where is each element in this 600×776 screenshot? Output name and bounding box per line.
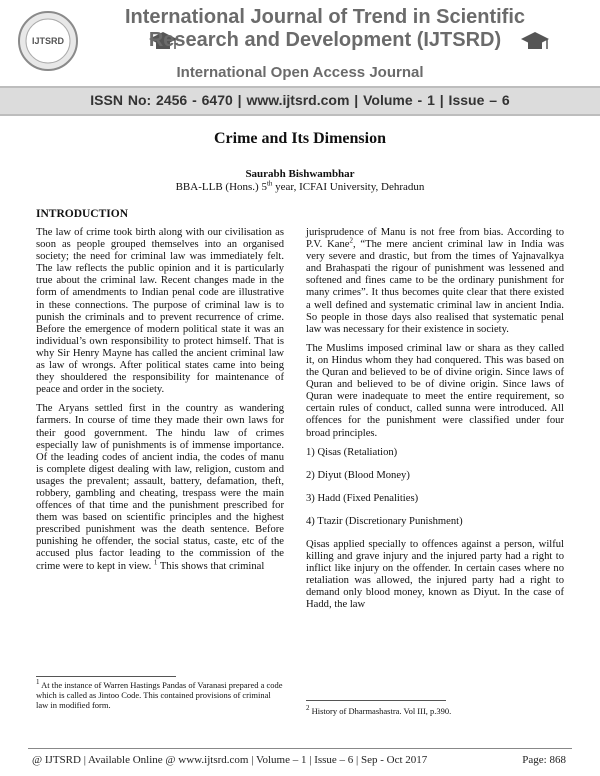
paragraph xyxy=(36,403,284,572)
right-column xyxy=(306,227,564,619)
footnote-divider xyxy=(36,676,176,677)
footer-citation: @ IJTSRD | Available Online @ www.ijtsrd.com | Volume – 1 | Issue – 6 | Sep - Oct 2017 xyxy=(32,754,428,766)
open-access-label: International Open Access Journal xyxy=(176,64,424,81)
footnote-text: History of Dharmashastra. Vol III, p.390. xyxy=(309,706,452,716)
footnote-2 xyxy=(306,706,564,716)
footer-divider xyxy=(28,748,572,749)
paragraph: The Muslims imposed criminal law or shara as they called it, on Hindus whom they had conquered. This was based on the Quran and believed to be of divine origin. Since laws of Quran and believed to be of divine origin. Since laws of Quran were inadequate to meet the entire requirement, so certain rules of conduct, called sunna were introduced. All offences for the punishment were classified under four broad principles. xyxy=(306,342,564,439)
list-item: 2) Diyut (Blood Money) xyxy=(306,469,410,481)
logo-text: IJTSRD xyxy=(31,36,65,46)
principles-list xyxy=(306,447,564,528)
paragraph-text: The Aryans settled first in the country as wandering farmers. In course of time they made their own laws for their good government. The hindu law of crimes especially law of punishments is of immense importance. Of the leading codes of ancient india, the codes of manu is complete digest dealing with law, religion, custom and usages the prevalent; assault, battery, defamation, theft, robbery, gambling and cheating, trespass were the main offences of that time and the punishment prescribed for them was based on scientific principles and the highest prescribed punishment was the death sentence. Before punishing he offender, the social status, caste, etc of the accused plus factor leading to the commission of the crime were to kept in view. xyxy=(36,403,284,572)
footnote-number: 2 xyxy=(306,704,310,713)
paragraph-end: This shows that criminal xyxy=(157,560,265,572)
author-affiliation xyxy=(0,181,600,193)
author-name: Saurabh Bishwambhar xyxy=(245,168,355,180)
issn-line: ISSN No: 2456 - 6470 | www.ijtsrd.com | Volume - 1 | Issue – 6 xyxy=(90,92,510,108)
issn-bar xyxy=(0,86,600,116)
footnote-1 xyxy=(36,680,284,710)
paragraph-text: jurisprudence of Manu is not free from bias. According to P.V. Kane xyxy=(306,227,564,251)
affiliation-pre: BBA-LLB (Hons.) 5 xyxy=(175,181,267,193)
page-number: Page: 868 xyxy=(522,754,566,766)
journal-title xyxy=(80,6,570,52)
affiliation-post: year, ICFAI University, Dehradun xyxy=(272,181,425,193)
affiliation-sup: th xyxy=(266,179,273,188)
footnote-ref-2[interactable]: 2 xyxy=(349,236,353,245)
list-item: 4) Ttazir (Discretionary Punishment) xyxy=(306,515,463,527)
paragraph-text: , “The mere ancient criminal law in India was very severe and drastic, but from the times of Yajnavalkya and Brahaspati the rigour of punishment was lessened and softened and fines came to be the ordinary punishment for many crimes”. It thus becomes quite clear that there existed a well defined and systematic criminal law in ancient India. So people in those days also realised that systematic penal law was necessary for their existence in society. xyxy=(306,239,564,335)
footnote-divider xyxy=(306,700,446,701)
paragraph: Qisas applied specially to offences against a person, wilful killing and grave injury and the injured party had a right to inflict like injury on the offender. In certain cases where no retaliation was allowed, the injured party had a right to demand only blood money, known as Diyut. In the case of Hadd, the law xyxy=(306,538,564,611)
paragraph: The law of crime took birth along with our civilisation as soon as people grouped themselves into an organised society; the need for criminal law was immediately felt. The law reflects the public opinion and it is particularly true about the criminal law. Recent changes made in the form of amendments to Indian penal code are illustrative in these connections. The purpose of criminal law is to punish the criminals and to prevent recurrence of crime. Before the emergence of modern political state it was an individual’s own responsibility to protect himself. That is why Sir Henry Mayne has called the ancient criminal law as law of wrongs. After political states came into being they shouldered the responsibility for maintenance of peace and order in the society. xyxy=(36,227,284,396)
journal-title-line1: International Journal of Trend in Scientific xyxy=(124,6,526,28)
footnote-number: 1 xyxy=(36,678,40,687)
paper-title: Crime and Its Dimension xyxy=(213,130,386,147)
section-heading: INTRODUCTION xyxy=(36,208,129,220)
list-item: 1) Qisas (Retaliation) xyxy=(306,446,398,458)
left-column xyxy=(36,227,284,580)
paragraph xyxy=(306,227,564,336)
list-item: 3) Hadd (Fixed Penalities) xyxy=(306,492,419,504)
footnote-ref-1[interactable]: 1 xyxy=(153,558,158,566)
footnote-text: At the instance of Warren Hastings Pandas of Varanasi prepared a code which is called as Jintoo Code. This contained provisions of criminal law in modified form. xyxy=(36,680,283,710)
journal-title-line2: Research and Development (IJTSRD) xyxy=(148,29,502,51)
journal-header xyxy=(0,0,600,118)
